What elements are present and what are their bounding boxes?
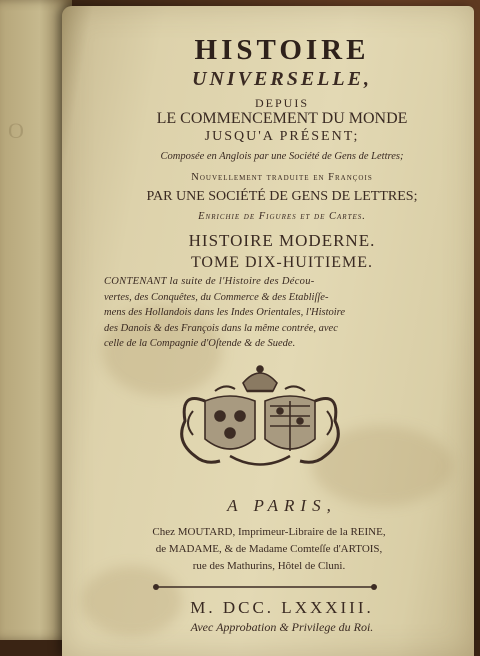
royal-coat-of-arms-engraving xyxy=(175,361,345,473)
depuis-line: DEPUIS xyxy=(254,96,309,110)
composee-line: Composée en Anglois par une Société de Gens de Lettres; xyxy=(160,151,404,162)
contents-line: mens des Hollandois dans les Indes Orientales, l'Histoire xyxy=(104,307,346,318)
contents-line: des Danois & des François dans la même contrée, avec xyxy=(104,322,338,334)
ornamental-rule xyxy=(150,582,380,592)
book-subtitle: UNIVERSELLE, xyxy=(192,68,372,90)
imprint xyxy=(84,524,454,575)
histoire-moderne-line: HISTOIRE MODERNE. xyxy=(188,231,376,250)
nouvellement-line: Nouvellement traduite en François xyxy=(191,172,373,183)
par-societe-line: PAR UNE SOCIÉTÉ DE GENS DE LETTRES; xyxy=(146,189,418,204)
contents-line: celle de la Compagnie d'Oſtende & de Suede. xyxy=(104,338,296,349)
enrichie-line: Enrichie de Figures et de Cartes. xyxy=(198,211,366,222)
book-title: HISTOIRE xyxy=(194,34,370,66)
contents-line: vertes, des Conquêtes, du Commerce & des Etabliſſe- xyxy=(104,291,329,303)
show-through-letter: O xyxy=(8,118,24,143)
imprint-line: de MADAME, & de Madame Comteſſe d'ARTOIS, xyxy=(155,543,383,555)
publication-date: M. DCC. LXXXIII. xyxy=(190,598,374,617)
title-page xyxy=(62,6,474,656)
contents-paragraph xyxy=(104,274,448,352)
approbation-line: Avec Approbation & Privilege du Roi. xyxy=(190,620,374,634)
jusqua-line: JUSQU'A PRÉSENT; xyxy=(204,129,360,144)
commencement-line: LE COMMENCEMENT DU MONDE xyxy=(156,110,408,127)
imprint-line: Chez MOUTARD, Imprimeur-Libraire de la REINE, xyxy=(152,526,386,538)
place-of-publication: A PARIS, xyxy=(227,496,337,515)
tome-line: TOME DIX-HUITIEME. xyxy=(190,254,374,271)
contents-line: CONTENANT la suite de l'Histoire des Décou- xyxy=(104,276,315,287)
imprint-line: rue des Mathurins, Hôtel de Cluni. xyxy=(192,560,346,572)
